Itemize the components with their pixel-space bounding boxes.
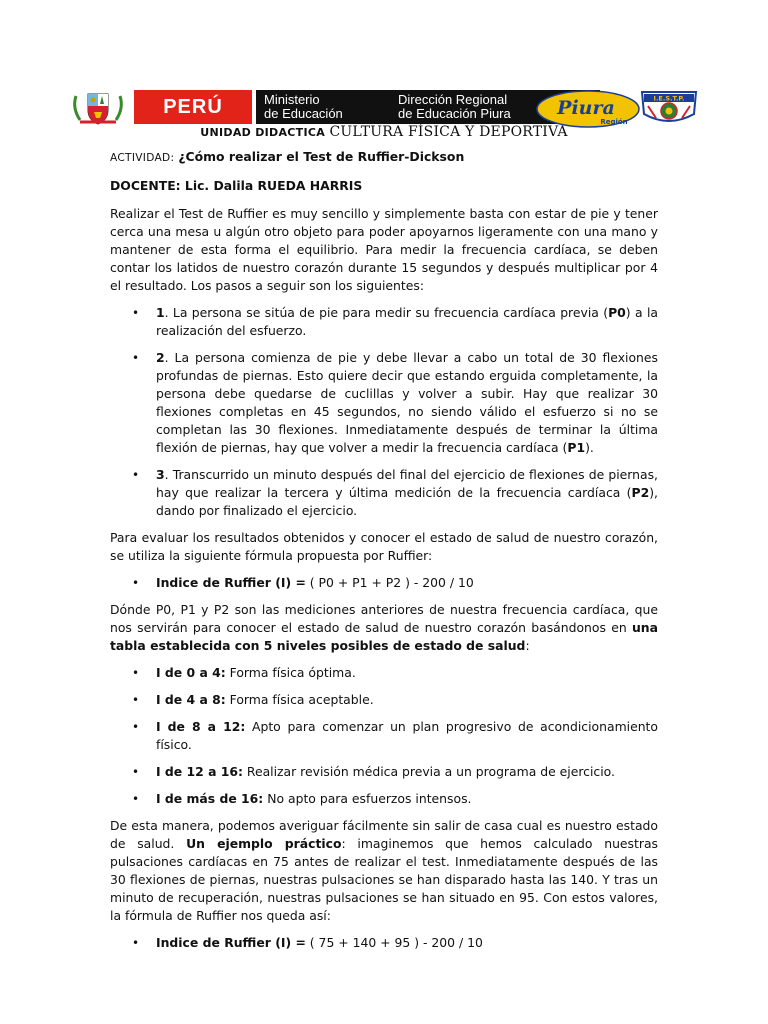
list-item (110, 718, 658, 754)
step-text-end: ) a la realización del esfuerzo. (156, 305, 658, 338)
bullet-icon: • (132, 468, 140, 482)
list-item (110, 934, 658, 952)
list-item (110, 349, 658, 457)
step-text-end: ). (585, 440, 594, 455)
level-description: Forma física aceptable. (225, 692, 374, 707)
activity-line (110, 148, 658, 167)
step-number: 2 (156, 350, 165, 365)
activity-label: ACTIVIDAD: (110, 152, 175, 164)
list-item (110, 790, 658, 808)
bullet-icon: • (132, 693, 140, 707)
bullet-icon: • (132, 792, 140, 806)
step-text: . La persona se sitúa de pie para medir su frecuencia cardíaca previa ( (164, 305, 609, 320)
title-main: CULTURA FÍSICA Y DEPORTIVA (329, 124, 568, 140)
formula-example-list (110, 934, 658, 952)
formula-example-label: Indice de Ruffier (I) = (156, 935, 306, 950)
header-banner (66, 86, 700, 128)
formula-example-expression: ( 75 + 140 + 95 ) - 200 / 10 (305, 935, 483, 950)
list-item (110, 664, 658, 682)
where-end: : (525, 638, 530, 653)
bullet-icon: • (132, 306, 140, 320)
step-bold: P1 (567, 440, 586, 455)
iestp-word: I.E.S.T.P. (653, 94, 685, 103)
direccion-line-1: Dirección Regional (398, 92, 508, 107)
level-description: Realizar revisión médica previa a un programa de ejercicio. (242, 764, 615, 779)
bullet-icon: • (132, 720, 140, 734)
example-text: De esta manera, podemos averiguar fácilmente sin salir de casa cual es nuestro estado de salud. (110, 818, 658, 851)
level-range: I de 0 a 4: (156, 665, 226, 680)
level-description: Apto para comenzar un plan progresivo de acondicionamiento físico. (156, 719, 658, 752)
list-item (110, 574, 658, 592)
list-item (110, 763, 658, 781)
formula-expression: ( P0 + P1 + P2 ) - 200 / 10 (305, 575, 474, 590)
teacher-line (110, 177, 658, 195)
level-range: I de 12 a 16: (156, 764, 243, 779)
direccion-line-2: de Educación Piura (398, 106, 511, 121)
ministerio-line-1: Ministerio (264, 92, 320, 107)
intro-paragraph: Realizar el Test de Ruffier es muy sencillo y simplemente basta con estar de pie y tener cerca una mesa u algún otro objeto para poder apoyarnos ligeramente con una mano y mantener de esta forma el equilibrio. Para medir la frecuencia cardíaca, se deben contar los latidos de nuestro corazón durante 15 segundos y después multiplicar por 4 el resultado. Los pasos a seguir son los siguientes: (110, 206, 658, 293)
level-description: Forma física óptima. (225, 665, 356, 680)
step-number: 1 (156, 305, 165, 320)
peru-coat-of-arms-icon (66, 86, 130, 128)
ministerio-line-2: de Educación (264, 106, 343, 121)
formula-list (110, 574, 658, 592)
ministerio-label (256, 93, 394, 121)
step-number: 3 (156, 467, 165, 482)
example-bold: Un ejemplo práctico (186, 836, 342, 851)
example-paragraph (110, 817, 658, 925)
example-text-end: : imaginemos que hemos calculado nuestras pulsaciones cardíacas en 75 antes de realizar el test. Inmediatamente después de las 30 flexiones de piernas, nuestras pulsaciones se han disparado hasta las 140. Y tras un minuto de recuperación, nuestras pulsaciones se han situado en 95. Con estos valores, la fórmula de Ruffier nos queda así: (110, 836, 658, 923)
step-text-end: ), dando por finalizado el ejercicio. (156, 485, 658, 518)
teacher-text: DOCENTE: Lic. Dalila RUEDA HARRIS (110, 178, 363, 193)
document-body (110, 148, 658, 961)
list-item (110, 691, 658, 709)
step-bold: P2 (631, 485, 650, 500)
level-description: No apto para esfuerzos intensos. (263, 791, 472, 806)
piura-word: Piura (557, 97, 615, 119)
bullet-icon: • (132, 936, 140, 950)
evaluate-paragraph: Para evaluar los resultados obtenidos y conocer el estado de salud de nuestro corazón, se utiliza la siguiente fórmula propuesta por Ruffier: (110, 530, 658, 563)
step-text: . Transcurrido un minuto después del final del ejercicio de flexiones de piernas, hay que realizar la tercera y última medición de la frecuencia cardíaca ( (156, 467, 658, 500)
iestp-logo (638, 88, 700, 126)
step-text: . La persona comienza de pie y debe llevar a cabo un total de 30 flexiones profundas de piernas. Esto quiere decir que estando erguida completamente, la persona debe quedarse de cuclillas y volver a subir. Hay que realizar 30 flexiones completas en 45 segundos, no siendo válido el esfuerzo si no se completan las 30 flexiones. Inmediatamente después de terminar la última flexión de piernas, hay que volver a medir la frecuencia cardíaca ( (156, 350, 658, 455)
bullet-icon: • (132, 351, 140, 365)
list-item (110, 304, 658, 340)
steps-list (110, 304, 658, 520)
peru-label: PERÚ (163, 95, 223, 118)
levels-list (110, 664, 658, 808)
level-range: I de más de 16: (156, 791, 264, 806)
document-title (0, 124, 768, 140)
formula-label: Indice de Ruffier (I) = (156, 575, 306, 590)
step-bold: P0 (608, 305, 626, 320)
activity-text: ¿Cómo realizar el Test de Ruffier-Dickson (178, 149, 465, 164)
peru-government-band (134, 90, 600, 124)
where-paragraph (110, 601, 658, 655)
bullet-icon: • (132, 576, 140, 590)
list-item (110, 466, 658, 520)
where-bold: una tabla establecida con 5 niveles posibles de estado de salud (110, 620, 658, 653)
level-range: I de 8 a 12: (156, 719, 246, 734)
bullet-icon: • (132, 765, 140, 779)
bullet-icon: • (132, 666, 140, 680)
piura-sub-word: Región (600, 118, 628, 126)
title-prefix: UNIDAD DIDACTICA (200, 126, 326, 139)
level-range: I de 4 a 8: (156, 692, 226, 707)
where-text: Dónde P0, P1 y P2 son las mediciones anteriores de nuestra frecuencia cardíaca, que nos servirán para conocer el estado de salud de nuestro corazón basándonos en (110, 602, 658, 635)
piura-region-logo (536, 90, 640, 128)
